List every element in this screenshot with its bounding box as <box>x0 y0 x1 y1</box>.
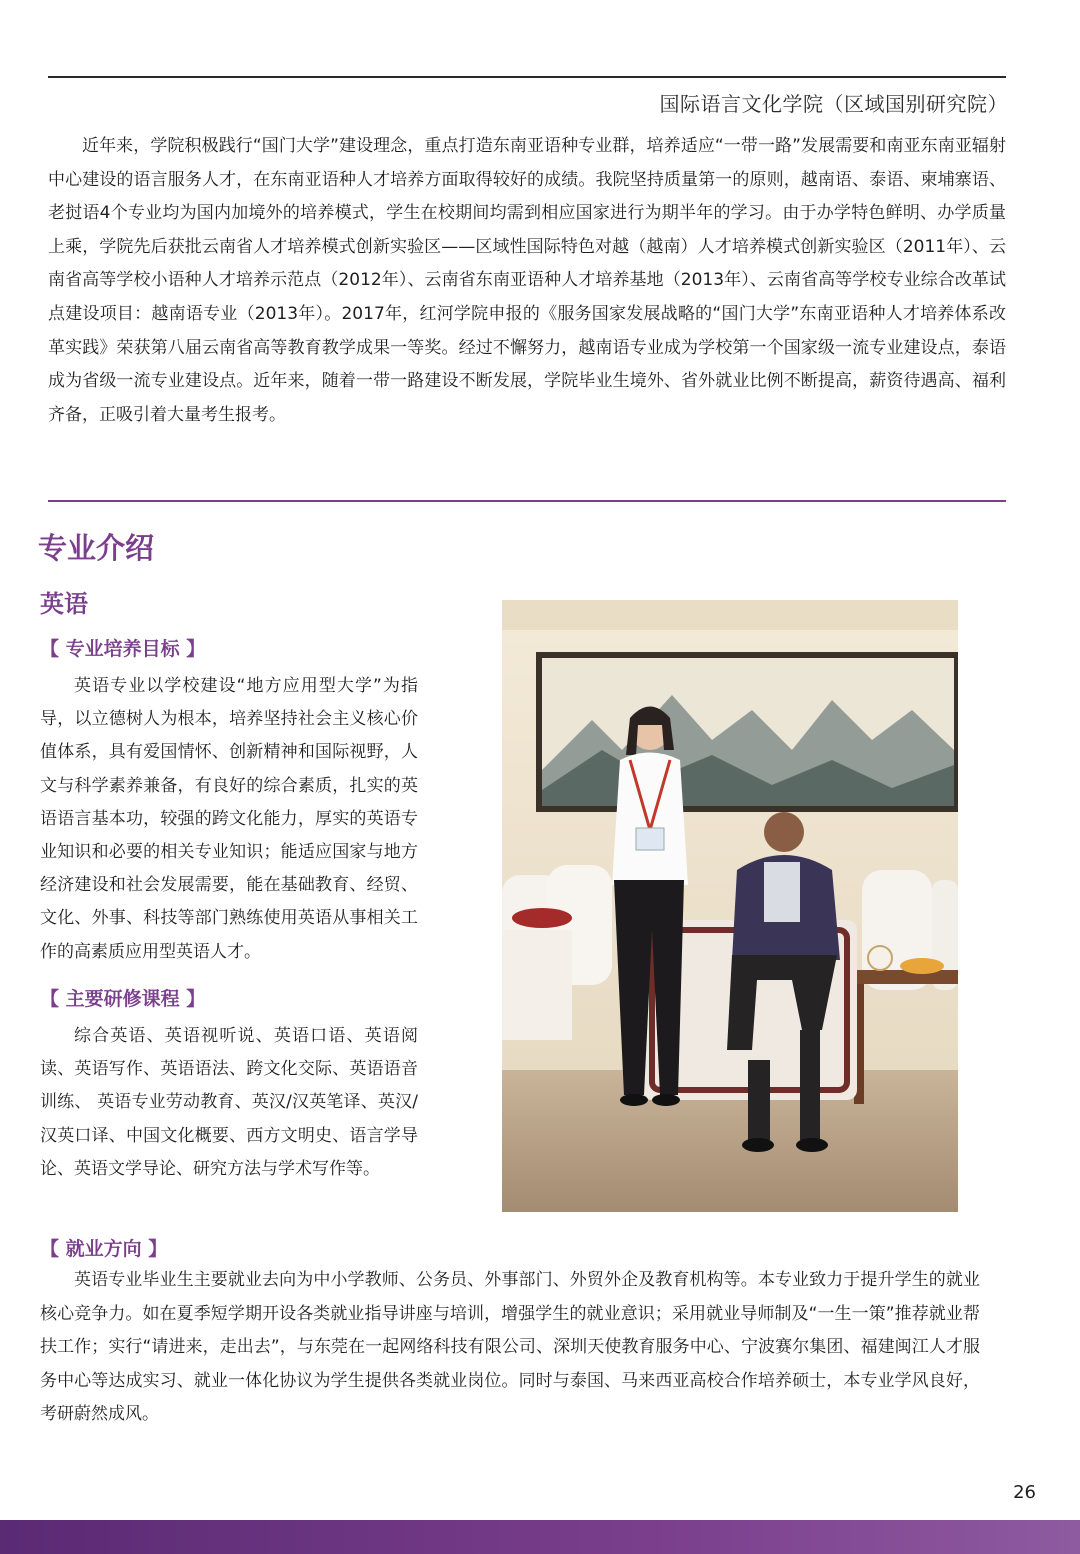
header-rule <box>48 76 1006 78</box>
career-heading: 【 就业方向 】 <box>40 1238 168 1260</box>
section-title: 专业介绍 <box>38 531 155 565</box>
photo <box>502 600 958 1212</box>
footer-bar <box>0 1520 1080 1554</box>
section-divider <box>48 500 1006 502</box>
photo-illustration <box>502 600 958 1212</box>
page-number: 26 <box>1013 1482 1036 1503</box>
courses-heading: 【 主要研修课程 】 <box>40 988 206 1010</box>
career-text: 英语专业毕业生主要就业去向为中小学教师、公务员、外事部门、外贸外企及教育机构等。本专业致力于提升学生的就业核心竞争力。如在夏季短学期开设各类就业指导讲座与培训，增强学生的就业意识；采用就业导师制及“一生一策”推荐就业帮扶工作；实行“请进来，走出去”，与东莞在一起网络科技有限公司、深圳天使教育服务中心、宁波赛尔集团、福建闽江人才服务中心等达成实习、就业一体化协议为学生提供各类就业岗位。同时与泰国、马来西亚高校合作培养硕士，本专业学风良好，考研蔚然成风。 <box>40 1270 980 1425</box>
intro-paragraph: 近年来，学院积极践行“国门大学”建设理念，重点打造东南亚语种专业群，培养适应“一带一路”发展需要和南亚东南亚辐射中心建设的语言服务人才，在东南亚语种人才培养方面取得较好的成绩。我院坚持质量第一的原则，越南语、泰语、柬埔寨语、老挝语4个专业均为国内加境外的培养模式，学生在校期间均需到相应国家进行为期半年的学习。由于办学特色鲜明、办学质量上乘，学院先后获批云南省人才培养模式创新实验区——区域性国际特色对越（越南）人才培养模式创新实验区（2011年）、云南省高等学校小语种人才培养示范点（2012年）、云南省东南亚语种人才培养基地（2013年）、云南省高等学校专业综合改革试点建设项目：越南语专业（2013年）。2017年，红河学院申报的《服务国家发展战略的“国门大学”东南亚语种人才培养体系改革实践》荣获第八届云南省高等教育教学成果一等奖。经过不懈努力，越南语专业成为学校第一个国家级一流专业建设点，泰语成为省级一流专业建设点。近年来，随着一带一路建设不断发展，学院毕业生境外、省外就业比例不断提高，薪资待遇高、福利齐备，正吸引着大量考生报考。 <box>48 136 1006 425</box>
major-title: 英语 <box>40 590 88 618</box>
goal-text: 英语专业以学校建设“地方应用型大学”为指导，以立德树人为根本，培养坚持社会主义核心价值体系，具有爱国情怀、创新精神和国际视野，人文与科学素养兼备，有良好的综合素质，扎实的英语语言基本功，较强的跨文化能力，厚实的英语专业知识和必要的相关专业知识；能适应国家与地方经济建设和社会发展需要，能在基础教育、经贸、文化、外事、科技等部门熟练使用英语从事相关工作的高素质应用型英语人才。 <box>40 676 418 962</box>
goal-heading: 【 专业培养目标 】 <box>40 638 206 660</box>
courses-text: 综合英语、英语视听说、英语口语、英语阅读、英语写作、英语语法、跨文化交际、英语语音训练、 英语专业劳动教育、英汉/汉英笔译、英汉/汉英口译、中国文化概要、西方文明史、语言学导论、英语文学导论、研究方法与学术写作等。 <box>40 1026 418 1179</box>
header-title: 国际语言文化学院（区域国别研究院） <box>659 92 1008 116</box>
